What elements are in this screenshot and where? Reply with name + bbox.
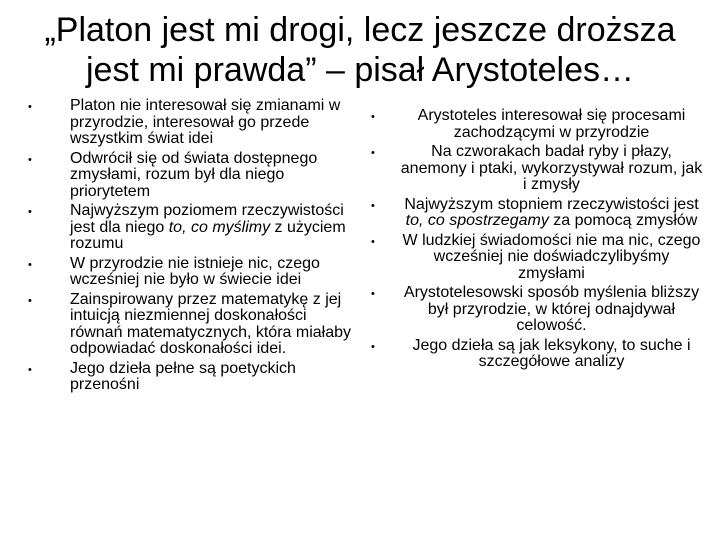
- text-segment: za pomocą zmysłów: [548, 212, 698, 229]
- platon-bullet-item: [28, 292, 358, 358]
- arystoteles-bullet-item: [368, 338, 703, 371]
- slide-title-line-2: jest mi prawda” – pisał Arystoteles…: [86, 51, 634, 89]
- text-segment: Platon nie interesował się zmianami w przyrodzie, interesował go przede wszystkim świat idei: [70, 97, 341, 147]
- bullet-icon: •: [28, 153, 32, 166]
- arystoteles-bullet-text: [404, 284, 699, 334]
- platon-bullet-item: [28, 256, 358, 289]
- arystoteles-bullet-item: [368, 197, 703, 230]
- bullet-icon: •: [28, 206, 32, 218]
- bullet-icon: •: [371, 199, 375, 212]
- bullet-icon: •: [371, 147, 375, 159]
- bullet-icon: •: [28, 101, 32, 113]
- platon-bullet-list: [28, 98, 358, 397]
- arystoteles-bullet-text: [401, 143, 702, 193]
- bullet-icon: •: [28, 294, 32, 307]
- bullet-icon: •: [371, 235, 375, 248]
- arystoteles-bullet-text: [404, 196, 698, 230]
- text-segment: W przyrodzie nie istnieje nic, czego wcześniej nie było w świecie idei: [70, 254, 320, 288]
- text-segment: Arystotelesowski sposób myślenia bliższy był przyrodzie, w której odnajdywał celowość.: [403, 284, 700, 334]
- bullet-icon: •: [371, 288, 375, 300]
- platon-bullet-text: [70, 291, 351, 358]
- arystoteles-bullet-text: [403, 232, 701, 282]
- slide-title-line-1: „Platon jest mi drogi, lecz jeszcze droższa: [44, 11, 676, 49]
- platon-bullet-text: [70, 360, 296, 394]
- arystoteles-bullet-list: [368, 108, 703, 374]
- arystoteles-bullet-item: [368, 233, 703, 283]
- platon-bullet-text: [70, 97, 340, 147]
- platon-bullet-item: [28, 361, 358, 394]
- text-segment: z użyciem rozumu: [70, 218, 346, 252]
- text-segment: Najwyższym stopniem rzeczywistości jest: [404, 195, 699, 213]
- slide-title: [40, 10, 680, 90]
- text-segment: Odwrócił się od świata dostępnego zmysłami, rozum był dla niego priorytetem: [70, 149, 318, 200]
- arystoteles-bullet-text: [418, 107, 686, 141]
- bullet-icon: •: [28, 363, 32, 376]
- arystoteles-bullet-text: [412, 337, 690, 371]
- arystoteles-bullet-item: [368, 285, 703, 335]
- text-segment: Jego dzieła są jak leksykony, to suche i szczegółowe analizy: [412, 336, 691, 370]
- bullet-icon: •: [28, 258, 32, 271]
- text-segment: Arystoteles interesował się procesami zachodzącymi w przyrodzie: [417, 107, 686, 141]
- platon-bullet-text: [70, 255, 320, 289]
- platon-bullet-item: [28, 151, 358, 201]
- text-segment: W ludzkiej świadomości nie ma nic, czego wcześniej nie doświadczylibyśmy zmysłami: [402, 231, 701, 282]
- text-segment: Jego dzieła pełne są poetyckich przenośni: [70, 359, 296, 393]
- text-segment: Zainspirowany przez matematykę z jej intuicją niezmiennej doskonałości równań matematycznych, która miałaby odpowiadać doskonałości idei.: [70, 290, 351, 357]
- emphasized-text: to, co myślimy: [168, 218, 271, 236]
- platon-bullet-text: [70, 150, 317, 200]
- platon-bullet-text: [70, 202, 346, 252]
- emphasized-text: to, co spostrzegamy: [405, 212, 549, 229]
- arystoteles-bullet-item: [368, 108, 703, 141]
- text-segment: Najwyższym poziomem rzeczywistości jest dla niego: [70, 202, 344, 236]
- bullet-icon: •: [371, 340, 375, 353]
- platon-bullet-item: [28, 98, 358, 148]
- bullet-icon: •: [371, 111, 375, 123]
- text-segment: Na czworakach badał ryby i płazy, anemony i ptaki, wykorzystywał rozum, jak i zmysły: [400, 143, 703, 193]
- platon-bullet-item: [28, 203, 358, 253]
- arystoteles-bullet-item: [368, 144, 703, 194]
